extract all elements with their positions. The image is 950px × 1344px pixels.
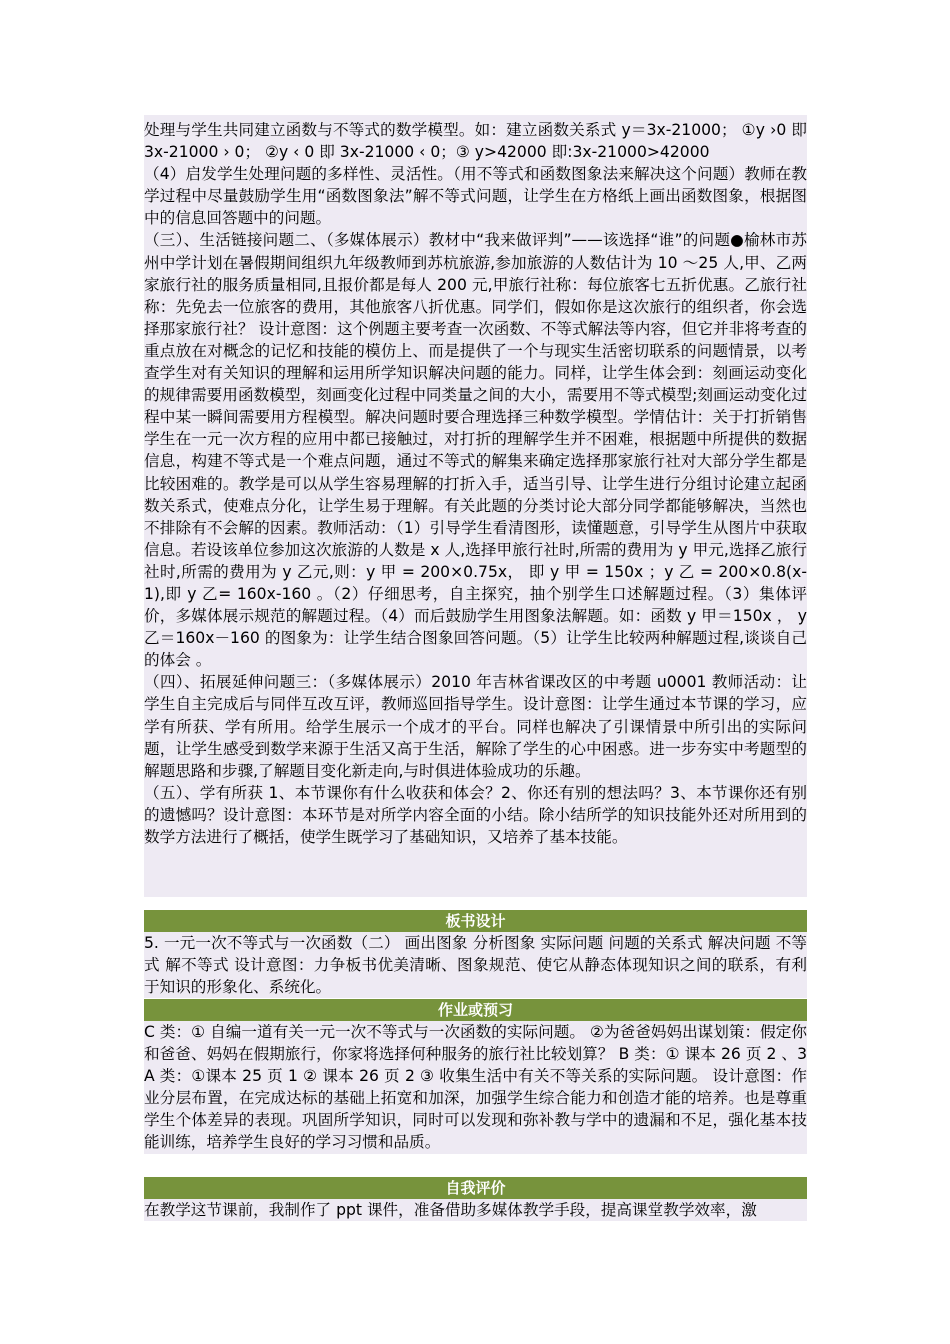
lesson-body-panel [144, 115, 807, 897]
board-design-body: 5. 一元一次不等式与一次函数（二） 画出图象 分析图象 实际问题 问题的关系式 解决问题 不等式 解不等式 设计意图：力争板书优美清晰、图象规范、使它从静态体现知识之间的联系，有利于知识的形象化、系统化。 [144, 934, 807, 997]
paragraph-extension: （四）、拓展延伸问题三：（多媒体展示）2010 年吉林省课改区的中考题 u0001 教师活动：让学生自主完成后与同伴互改互评，教师巡回指导学生。设计意图：让学生通过本节课的学习，应学有所获、学有所用。给学生展示一个成才的平台。同样也解决了引课情景中所引出的实际问题，让学生感受到数学来源于生活又高于生活，解除了学生的心中困惑。进一步夯实中考题型的解题思路和步骤,了解题目变化新走向,与时俱进体验成功的乐趣。 [144, 673, 807, 780]
board-design-section [144, 910, 807, 998]
paragraph-model-building: 处理与学生共同建立函数与不等式的数学模型。如：建立函数关系式 y＝3x-21000； ①y ›0 即 3x-21000 › 0； ②y ‹ 0 即 3x-21000 ‹ 0；③ y>42000 即:3x-21000>42000 [144, 121, 807, 162]
self-evaluation-section [144, 1177, 807, 1221]
self-evaluation-title: 自我评价 [144, 1177, 807, 1199]
paragraph-life-link: （三）、生活链接问题二、（多媒体展示）教材中“我来做评判”——该选择“谁”的问题●榆林市苏州中学计划在暑假期间组织九年级教师到苏杭旅游,参加旅游的人数估计为 10 ～25 人,甲、乙两家旅行社的服务质量相同,且报价都是每人 200 元,甲旅行社称：每位旅客七五折优惠。乙旅行社称：先免去一位旅客的费用，其他旅客八折优惠。同学们，假如你是这次旅行的组织者，你会选择那家旅行社？ 设计意图：这个例题主要考查一次函数、不等式解法等内容，但它并非将考查的重点放在对概念的记忆和技能的模仿上、而是提供了一个与现实生活密切联系的问题情景，以考查学生对有关知识的理解和运用所学知识解决问题的能力。同样，让学生体会到：刻画运动变化的规律需要用函数模型，刻画变化过程中同类量之间的大小，需要用不等式模型;刻画运动变化过程中某一瞬间需要用方程模型。解决问题时要合理选择三种数学模型。学情估计：关于打折销售学生在一元一次方程的应用中都已接触过，对打折的理解学生并不困难，根据题中所提供的数据信息，构建不等式是一个难点问题，通过不等式的解集来确定选择那家旅行社对大部分学生都是比较困难的。教学是可以从学生容易理解的打折入手，适当引导、让学生进行分组讨论建立起函数关系式，使难点分化，让学生易于理解。有关此题的分类讨论大部分同学都能够解决，当然也不排除有不会解的因素。教师活动：（1）引导学生看清图形，读懂题意，引导学生从图片中获取信息。若设该单位参加这次旅游的人数是 x 人,选择甲旅行社时,所需的费用为 y 甲元,选择乙旅行社时,所需的费用为 y 乙元,则：y 甲 = 200×0.75x， 即 y 甲 = 150x ；y 乙 = 200×0.8(x-1),即 y 乙= 160x-160 。（2）仔细思考，自主探究，抽个别学生口述解题过程。（3）集体评价，多媒体展示规范的解题过程。（4）而后鼓励学生用图象法解题。如：函数 y 甲＝150x ， y 乙＝160x－160 的图象为：让学生结合图象回答问题。（5）让学生比较两种解题过程,谈谈自己的体会 。 [144, 231, 807, 670]
homework-title: 作业或预习 [144, 999, 807, 1021]
homework-body: C 类：① 自编一道有关一元一次不等式与一次函数的实际问题。 ②为爸爸妈妈出谋划策：假定你和爸爸、妈妈在假期旅行，你家将选择何种服务的旅行社比较划算？ B 类：① 课本 26 页 2 、3 A 类：①课本 25 页 1 ② 课本 26 页 2 ③ 收集生活中有关不等关系的实际问题。 设计意图：作业分层布置，在完成达标的基础上拓宽和加深，加强学生综合能力和创造才能的培养。也是尊重学生个体差异的表现。巩固所学知识，同时可以发现和弥补教与学中的遗漏和不足，强化基本技能训练，培养学生良好的学习习惯和品质。 [144, 1023, 807, 1152]
homework-section [144, 999, 807, 1154]
paragraph-flexibility: （4）启发学生处理问题的多样性、灵活性。（用不等式和函数图象法来解决这个问题）教师在教学过程中尽量鼓励学生用“函数图象法”解不等式问题，让学生在方格纸上画出函数图象，根据图中的信息回答题中的问题。 [144, 165, 807, 228]
board-design-title: 板书设计 [144, 910, 807, 932]
paragraph-summary: （五）、学有所获 1、本节课你有什么收获和体会？2、你还有别的想法吗？3、本节课你还有别的遗憾吗？设计意图：本环节是对所学内容全面的小结。除小结所学的知识技能外还对所用到的数学方法进行了概括，使学生既学习了基础知识，又培养了基本技能。 [144, 783, 807, 846]
self-evaluation-body: 在教学这节课前，我制作了 ppt 课件，准备借助多媒体教学手段，提高课堂教学效率，激 [144, 1201, 757, 1219]
